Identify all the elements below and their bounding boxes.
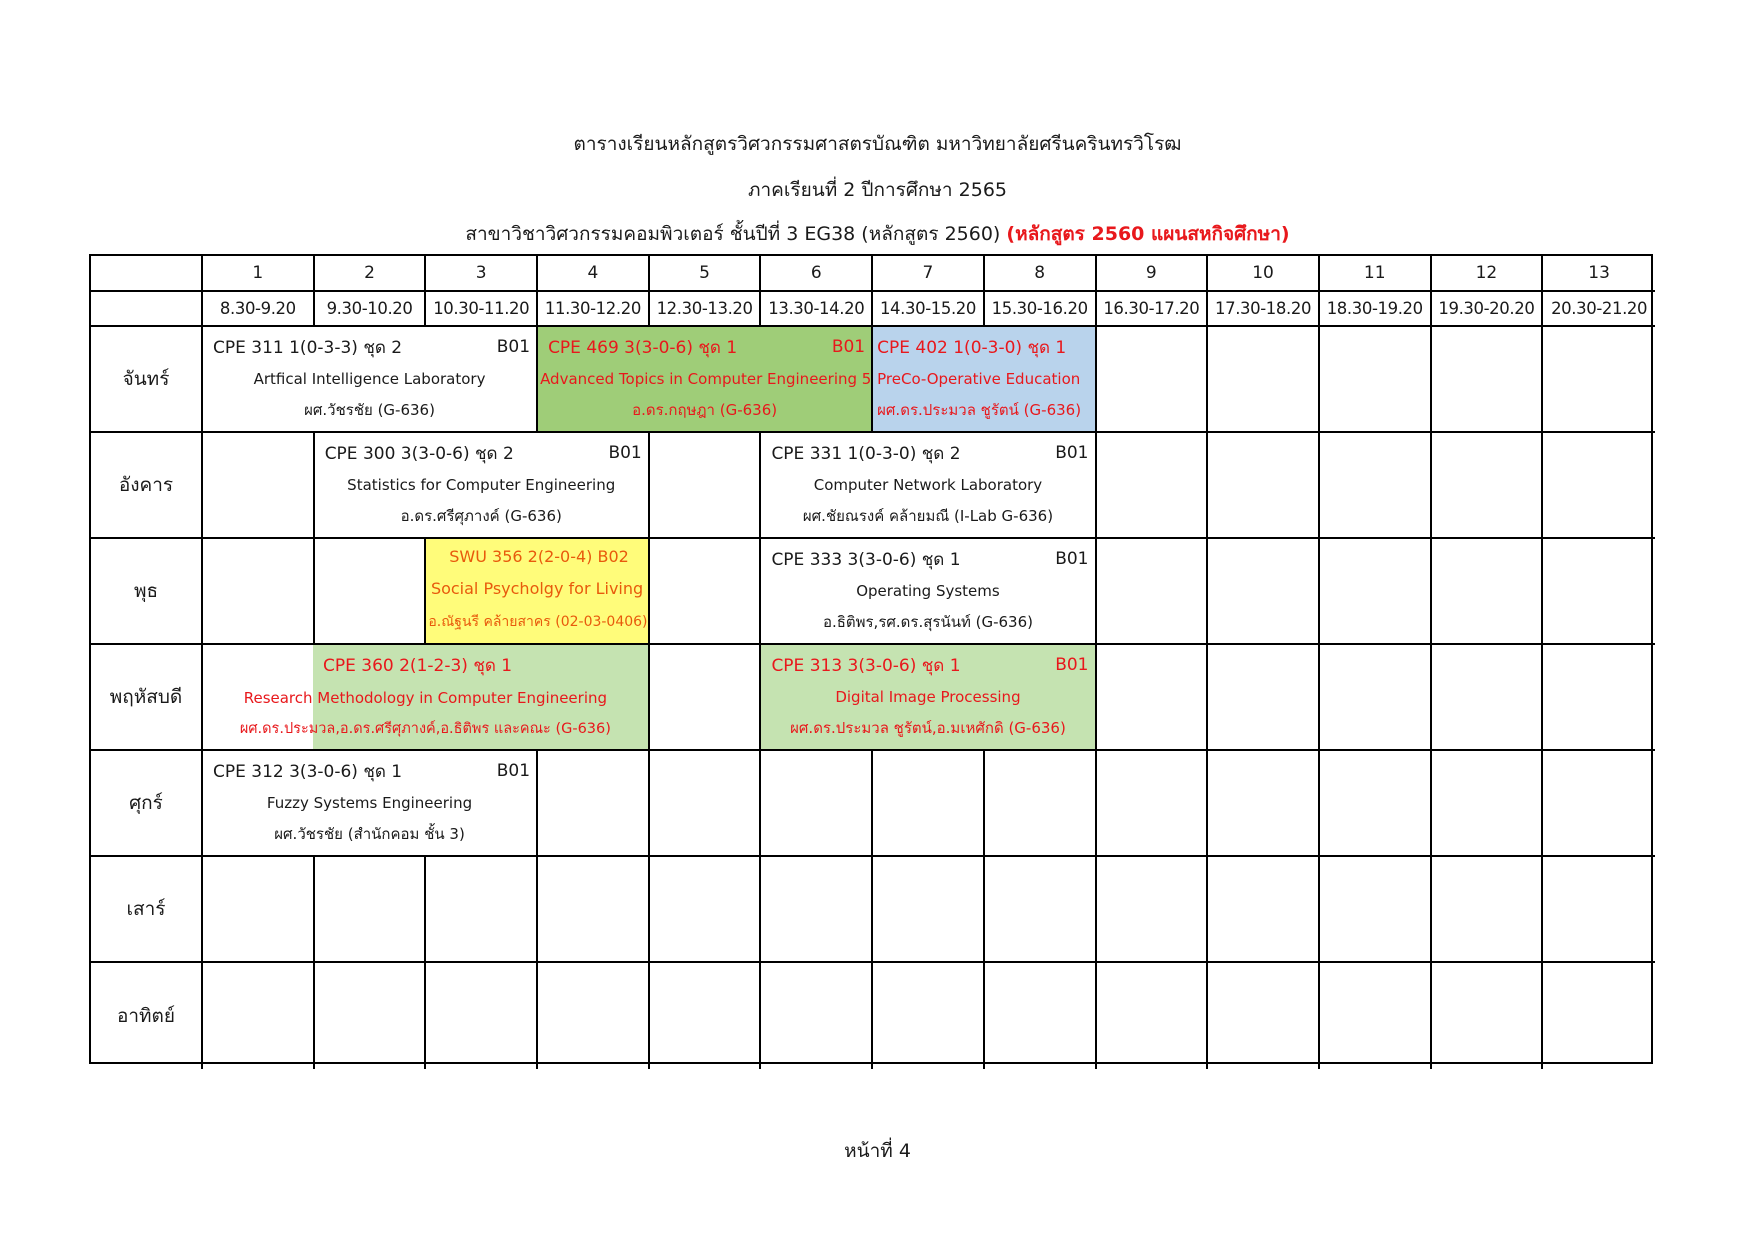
course-code: CPE 360 2(1-2-3) ชุด 1 — [323, 656, 513, 676]
empty-cell — [203, 539, 315, 645]
empty-cell — [315, 539, 427, 645]
course-code: CPE 469 3(3-0-6) ชุด 1 — [548, 337, 738, 358]
empty-cell — [1097, 751, 1209, 857]
course-teacher: อ.ธิติพร,รศ.ดร.สุรนันท์ (G-636) — [822, 613, 1033, 632]
period-header: 13 — [1543, 256, 1655, 292]
course-room: B01 — [1055, 443, 1089, 464]
empty-cell — [1543, 539, 1655, 645]
empty-cell — [985, 751, 1097, 857]
empty-cell — [1320, 857, 1432, 963]
day-saturday: เสาร์ — [91, 857, 203, 963]
day-tuesday: อังคาร — [91, 433, 203, 539]
course-name: Computer Network Laboratory — [813, 476, 1043, 495]
empty-cell — [650, 645, 762, 751]
period-header: 5 — [650, 256, 762, 292]
course-room: B01 — [831, 337, 866, 358]
empty-cell — [1432, 857, 1544, 963]
empty-cell — [650, 751, 762, 857]
course-teacher: ผศ.วัชรชัย (G-636) — [304, 401, 435, 420]
empty-cell — [761, 751, 873, 857]
empty-cell — [1432, 963, 1544, 1069]
corner-cell — [91, 292, 203, 327]
empty-cell — [1097, 433, 1209, 539]
time-header: 20.30-21.20 — [1543, 292, 1655, 327]
time-header: 18.30-19.20 — [1320, 292, 1432, 327]
time-header: 14.30-15.20 — [873, 292, 985, 327]
empty-cell — [1320, 433, 1432, 539]
corner-cell — [91, 256, 203, 292]
course-block-cpe313 — [761, 645, 1096, 751]
title-line-3-main: สาขาวิชาวิศวกรรมคอมพิวเตอร์ ชั้นปีที่ 3 EG38 (หลักสูตร 2560) — [465, 223, 1001, 245]
day-wednesday: พุธ — [91, 539, 203, 645]
course-block-cpe360 — [203, 645, 650, 751]
empty-cell — [1320, 539, 1432, 645]
empty-cell — [1320, 645, 1432, 751]
empty-cell — [761, 963, 873, 1069]
day-monday: จันทร์ — [91, 327, 203, 433]
day-sunday: อาทิตย์ — [91, 963, 203, 1069]
time-header: 12.30-13.20 — [650, 292, 762, 327]
empty-cell — [1097, 645, 1209, 751]
period-header: 11 — [1320, 256, 1432, 292]
empty-cell — [985, 857, 1097, 963]
empty-cell — [1543, 433, 1655, 539]
course-code: CPE 311 1(0-3-3) ชุด 2 — [213, 337, 403, 358]
course-code: CPE 300 3(3-0-6) ชุด 2 — [324, 443, 514, 464]
day-friday: ศุกร์ — [91, 751, 203, 857]
course-teacher: ผศ.ชัยณรงค์ คล้ายมณี (I-Lab G-636) — [802, 507, 1054, 526]
time-header: 19.30-20.20 — [1432, 292, 1544, 327]
course-block-cpe469 — [538, 327, 873, 433]
empty-cell — [1432, 433, 1544, 539]
course-block-swu356 — [426, 539, 649, 645]
empty-cell — [1097, 963, 1209, 1069]
empty-cell — [1208, 327, 1320, 433]
empty-cell — [315, 857, 427, 963]
empty-cell — [1320, 327, 1432, 433]
schedule-table — [89, 254, 1653, 1064]
empty-cell — [650, 963, 762, 1069]
time-header: 17.30-18.20 — [1208, 292, 1320, 327]
period-header: 6 — [761, 256, 873, 292]
empty-cell — [1432, 327, 1544, 433]
empty-cell — [873, 963, 985, 1069]
period-header: 7 — [873, 256, 985, 292]
course-name: Operating Systems — [856, 582, 1000, 601]
empty-cell — [873, 857, 985, 963]
course-block-cpe333 — [761, 539, 1096, 645]
empty-cell — [1320, 751, 1432, 857]
title-line-2: ภาคเรียนที่ 2 ปีการศึกษา 2565 — [747, 179, 1007, 201]
course-block-cpe402 — [873, 327, 1096, 433]
time-header: 15.30-16.20 — [985, 292, 1097, 327]
page-number: หน้าที่ 4 — [844, 1140, 911, 1162]
period-header: 10 — [1208, 256, 1320, 292]
empty-cell — [538, 751, 650, 857]
course-teacher: ผศ.ดร.ประมวล ชูรัตน์ (G-636) — [877, 401, 1082, 420]
period-header: 2 — [315, 256, 427, 292]
title-line-3-program: (หลักสูตร 2560 แผนสหกิจศึกษา) — [1006, 223, 1290, 245]
empty-cell — [650, 433, 762, 539]
empty-cell — [985, 963, 1097, 1069]
empty-cell — [1208, 963, 1320, 1069]
empty-cell — [203, 433, 315, 539]
course-name: Research Methodology in Computer Engineering — [243, 689, 608, 707]
course-code: CPE 313 3(3-0-6) ชุด 1 — [771, 655, 961, 676]
empty-cell — [538, 857, 650, 963]
empty-cell — [1208, 433, 1320, 539]
empty-cell — [426, 963, 538, 1069]
course-teacher: ผศ.ดร.ประมวล ชูรัตน์,อ.มเหศักดิ (G-636) — [790, 719, 1066, 738]
course-name: Fuzzy Systems Engineering — [266, 794, 473, 813]
period-header: 4 — [538, 256, 650, 292]
day-thursday: พฤหัสบดี — [91, 645, 203, 751]
course-room: B01 — [608, 443, 642, 464]
course-teacher: อ.ดร.กฤษฎา (G-636) — [632, 401, 778, 420]
course-block-cpe331 — [761, 433, 1096, 539]
course-code: CPE 402 1(0-3-0) ชุด 1 — [877, 337, 1067, 358]
empty-cell — [1097, 539, 1209, 645]
course-teacher: ผศ.ดร.ประมวล,อ.ดร.ศรีศุภางค์,อ.ธิติพร และคณะ (G-636) — [239, 721, 611, 737]
course-teacher: ผศ.วัชรชัย (สำนักคอม ชั้น 3) — [274, 825, 465, 844]
empty-cell — [426, 857, 538, 963]
course-room: B01 — [496, 337, 531, 358]
course-name: Social Psycholgy for Living — [430, 578, 644, 598]
empty-cell — [650, 539, 762, 645]
time-header: 11.30-12.20 — [538, 292, 650, 327]
title-line-1: ตารางเรียนหลักสูตรวิศวกรรมศาสตรบัณฑิต มหาวิทยาลัยศรีนครินทรวิโรฒ — [573, 133, 1182, 155]
empty-cell — [1432, 645, 1544, 751]
course-code: CPE 333 3(3-0-6) ชุด 1 — [771, 549, 961, 570]
empty-cell — [1208, 751, 1320, 857]
course-room: B01 — [1055, 655, 1089, 676]
course-name: Artfical Intelligence Laboratory — [253, 370, 486, 389]
empty-cell — [1432, 751, 1544, 857]
empty-cell — [1208, 857, 1320, 963]
course-name: Digital Image Processing — [835, 688, 1021, 707]
period-header: 8 — [985, 256, 1097, 292]
time-header: 8.30-9.20 — [203, 292, 315, 327]
time-header: 10.30-11.20 — [426, 292, 538, 327]
empty-cell — [203, 857, 315, 963]
period-header: 3 — [426, 256, 538, 292]
course-room: B01 — [1055, 549, 1089, 570]
empty-cell — [1432, 539, 1544, 645]
empty-cell — [1097, 327, 1209, 433]
course-block-cpe312 — [203, 751, 538, 857]
course-teacher: อ.ดร.ศรีศุภางค์ (G-636) — [400, 507, 562, 526]
empty-cell — [1543, 857, 1655, 963]
period-header: 12 — [1432, 256, 1544, 292]
empty-cell — [203, 963, 315, 1069]
period-header: 1 — [203, 256, 315, 292]
course-room: B01 — [496, 761, 531, 782]
empty-cell — [1543, 645, 1655, 751]
empty-cell — [1320, 963, 1432, 1069]
empty-cell — [1097, 857, 1209, 963]
empty-cell — [873, 751, 985, 857]
empty-cell — [761, 857, 873, 963]
course-teacher: อ.ณัฐนรี คล้ายสาคร (02-03-0406) — [428, 613, 648, 630]
empty-cell — [650, 857, 762, 963]
course-name: Advanced Topics in Computer Engineering 5 — [540, 370, 872, 389]
course-block-cpe311 — [203, 327, 538, 433]
period-header: 9 — [1097, 256, 1209, 292]
empty-cell — [1543, 327, 1655, 433]
course-name: Statistics for Computer Engineering — [347, 476, 616, 495]
time-header: 13.30-14.20 — [761, 292, 873, 327]
course-code: CPE 312 3(3-0-6) ชุด 1 — [213, 761, 403, 782]
time-header: 9.30-10.20 — [315, 292, 427, 327]
empty-cell — [1208, 539, 1320, 645]
course-code: CPE 331 1(0-3-0) ชุด 2 — [771, 443, 961, 464]
time-header: 16.30-17.20 — [1097, 292, 1209, 327]
empty-cell — [315, 963, 427, 1069]
empty-cell — [538, 963, 650, 1069]
empty-cell — [1543, 751, 1655, 857]
course-name: PreCo-Operative Education — [877, 370, 1081, 389]
empty-cell — [1208, 645, 1320, 751]
course-code: SWU 356 2(2-0-4) B02 — [449, 547, 629, 567]
title-line-3 — [0, 219, 1755, 249]
empty-cell — [1543, 963, 1655, 1069]
course-block-cpe300 — [315, 433, 650, 539]
